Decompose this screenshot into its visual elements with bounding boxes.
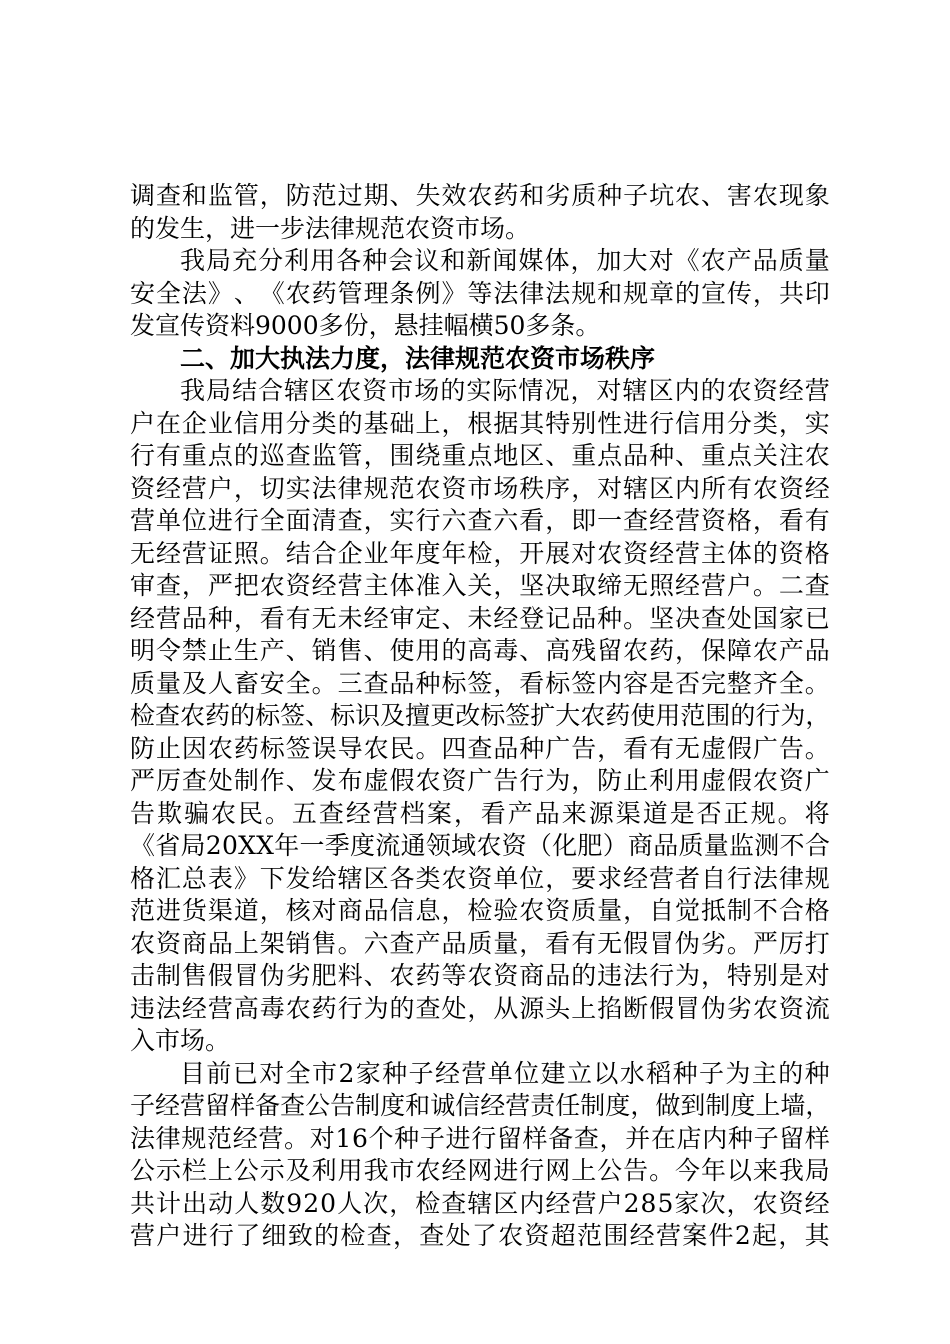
section-heading: 二、加大执法力度，法律规范农资市场秩序 bbox=[180, 343, 656, 373]
text-line: 格 汇 总 表 》 下 发 给 辖 区 各 类 农 资 单 位 ， 要 求 经 营 者 自 行 法 律 规 bbox=[130, 863, 830, 893]
text-line: 目 前 已 对 全 市 2 家 种 子 经 营 单 位 建 立 以 水 稻 种 子 为 主 的 种 bbox=[180, 1058, 830, 1088]
text-line: 告 欺 骗 农 民 。 五 查 经 营 档 案 ， 看 产 品 来 源 渠 道 是 否 正 规 。 将 bbox=[130, 798, 830, 828]
text-line: 入市场。 bbox=[130, 1026, 231, 1055]
text-line: 审 查 ， 严 把 农 资 经 营 主 体 准 入 关 ， 坚 决 取 缔 无 照 经 营 户 。 二 查 bbox=[130, 571, 830, 600]
text-line: 范 进 货 渠 道 ， 核 对 商 品 信 息 ， 检 验 农 资 质 量 ， 自 觉 抵 制 不 合 格 bbox=[130, 896, 830, 925]
text-line: 检 查 农 药 的 标 签 、 标 识 及 擅 更 改 标 签 扩 大 农 药 使 用 范 围 的 行 为 ， bbox=[130, 701, 831, 730]
text-line: 公 示 栏 上 公 示 及 利 用 我 市 农 经 网 进 行 网 上 公 告 。 今 年 以 来 我 局 bbox=[130, 1156, 830, 1185]
text-line: 严 厉 查 处 制 作 、 发 布 虚 假 农 资 广 告 行 为 ， 防 止 利 用 虚 假 农 资 广 bbox=[130, 766, 830, 795]
text-line: 的发生，进一步法律规范农资市场。 bbox=[130, 213, 531, 243]
text-line: 共 计 出 动 人 数 9 2 0 人 次 ， 检 查 辖 区 内 经 营 户 2 8 5 家 次 ， 农 资 经 bbox=[130, 1188, 830, 1218]
text-line: 明 令 禁 止 生 产 、 销 售 、 使 用 的 高 毒 、 高 残 留 农 药 ， 保 障 农 产 品 bbox=[130, 636, 830, 665]
text-line: 违 法 经 营 高 毒 农 药 行 为 的 查 处 ， 从 源 头 上 掐 断 假 冒 伪 劣 农 资 流 bbox=[130, 993, 830, 1023]
text-line: 安 全 法 》 、 《 农 药 管 理 条 例 》 等 法 律 法 规 和 规 章 的 宣 传 ， 共 印 bbox=[130, 278, 830, 308]
text-line: 营 单 位 进 行 全 面 清 查 ， 实 行 六 查 六 看 ， 即 一 查 经 营 资 格 ， 看 有 bbox=[130, 506, 830, 535]
text-line: 行 有 重 点 的 巡 查 监 管 ， 围 绕 重 点 地 区 、 重 点 品 种 、 重 点 关 注 农 bbox=[130, 441, 830, 470]
text-line: 无 经 营 证 照 。 结 合 企 业 年 度 年 检 ， 开 展 对 农 资 经 营 主 体 的 资 格 bbox=[130, 538, 830, 568]
text-line: 防 止 因 农 药 标 签 误 导 农 民 。 四 查 品 种 广 告 ， 看 有 无 虚 假 广 告 。 bbox=[130, 733, 830, 763]
text-line: 我 局 结 合 辖 区 农 资 市 场 的 实 际 情 况 ， 对 辖 区 内 的 农 资 经 营 bbox=[180, 376, 830, 405]
text-line: 击 制 售 假 冒 伪 劣 肥 料 、 农 药 等 农 资 商 品 的 违 法 行 为 ， 特 别 是 对 bbox=[130, 961, 830, 990]
text-line: 发宣传资料9000多份，悬挂幅横50多条。 bbox=[130, 311, 601, 340]
text-line: 法 律 规 范 经 营 。 对 1 6 个 种 子 进 行 留 样 备 查 ， 并 在 店 内 种 子 留 样 bbox=[130, 1123, 830, 1153]
text-line: 我 局 充 分 利 用 各 种 会 议 和 新 闻 媒 体 ， 加 大 对 《 农 产 品 质 量 bbox=[180, 246, 830, 275]
text-line: 农 资 商 品 上 架 销 售 。 六 查 产 品 质 量 ， 看 有 无 假 冒 伪 劣 。 严 厉 打 bbox=[130, 928, 830, 958]
text-line: 户 在 企 业 信 用 分 类 的 基 础 上 ， 根 据 其 特 别 性 进 行 信 用 分 类 ， 实 bbox=[130, 408, 830, 438]
text-line: 调 查 和 监 管 ， 防 范 过 期 、 失 效 农 药 和 劣 质 种 子 坑 农 、 害 农 现 象 bbox=[130, 181, 830, 210]
text-line: 经 营 品 种 ， 看 有 无 未 经 审 定 、 未 经 登 记 品 种 。 坚 决 查 处 国 家 已 bbox=[130, 603, 830, 633]
text-line: 质 量 及 人 畜 安 全 。 三 查 品 种 标 签 ， 看 标 签 内 容 是 否 完 整 齐 全 。 bbox=[130, 668, 830, 698]
text-line: 资 经 营 户 ， 切 实 法 律 规 范 农 资 市 场 秩 序 ， 对 辖 区 内 所 有 农 资 经 bbox=[130, 473, 830, 503]
text-line: 《 省 局 2 0 X X 年 一 季 度 流 通 领 域 农 资 （ 化 肥 ） 商 品 质 量 监 测 不 合 bbox=[130, 831, 830, 860]
document-page bbox=[130, 180, 830, 1253]
text-line: 营 户 进 行 了 细 致 的 检 查 ， 查 处 了 农 资 超 范 围 经 营 案 件 2 起 ， 其 bbox=[130, 1221, 830, 1250]
text-line: 子 经 营 留 样 备 查 公 告 制 度 和 诚 信 经 营 责 任 制 度 ， 做 到 制 度 上 墙 ， bbox=[130, 1091, 831, 1120]
